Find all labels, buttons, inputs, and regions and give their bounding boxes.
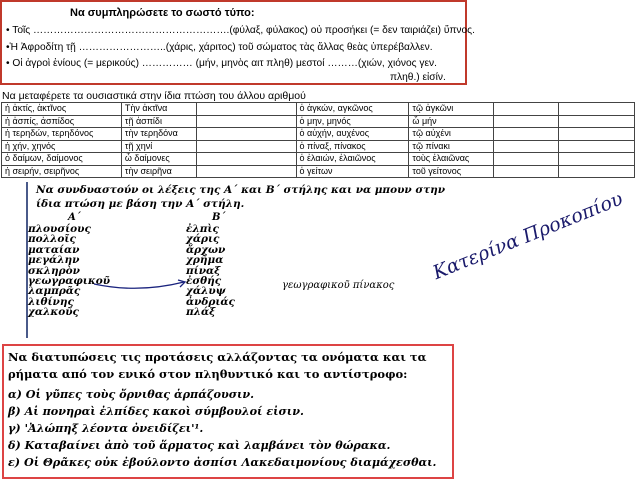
table-cell: [494, 103, 559, 116]
table-cell: ἡ ἀκτίς, ἀκτῖνος: [2, 103, 122, 116]
column-b-word: πλάξ: [186, 306, 216, 319]
match-arrow-icon: [92, 278, 192, 292]
column-a-label: Α΄: [68, 212, 81, 223]
table-cell: τῷ αὐχένι: [409, 128, 494, 141]
table-cell: [196, 115, 296, 128]
column-a-word: λιθίνης: [28, 295, 74, 308]
table-cell: ὁ γείτων: [296, 165, 409, 178]
table-cell: [494, 153, 559, 166]
table-cell: [196, 128, 296, 141]
column-a-word: σκληρὸν: [28, 264, 80, 277]
column-b-word: ἄρχων: [186, 243, 226, 256]
table-row: [2, 115, 635, 128]
table-cell: ὁ μην, μηνός: [296, 115, 409, 128]
column-a-word: μεγάλην: [28, 254, 80, 267]
table-cell: [559, 103, 635, 116]
transform-exercise-box: [2, 344, 454, 479]
table-cell: ὁ ἀγκών, αγκῶνος: [296, 103, 409, 116]
table-cell: τὴν σειρῆνα: [121, 165, 196, 178]
table-cell: [196, 103, 296, 116]
nouns-table: [1, 102, 635, 178]
sentence-c: γ) 'Ἀλώπηξ λέοντα ὀνειδίζει'¹.: [8, 421, 204, 435]
fill-in-line-2: •Ἡ Ἀφροδίτη τῇ ……………………..(χάρις, χάριτος) τοῦ σώματος τὰς ἄλλας θεὰς ὑπερέβαλλεν.: [6, 42, 433, 53]
table-cell: [559, 153, 635, 166]
column-b-word: χάλυψ: [186, 285, 226, 298]
table-cell: τῷ πίνακι: [409, 140, 494, 153]
table-cell: ὁ αὐχήν, αυχένος: [296, 128, 409, 141]
table-cell: Τὴν ἀκτῖνα: [121, 103, 196, 116]
table-cell: ἡ χήν, χηνός: [2, 140, 122, 153]
table-cell: [559, 115, 635, 128]
sentence-d: δ) Καταβαίνει ἀπὸ τοῦ ἅρματος καὶ λαμβάνει τὸν θώρακα.: [8, 438, 391, 452]
column-b-word: χρῆμα: [186, 254, 224, 267]
matching-exercise-scan: [24, 180, 446, 340]
table-row: [2, 153, 635, 166]
transfer-exercise-title: Να μεταφέρετε τα ουσιαστικά στην ίδια πτώση του άλλου αριθμού: [2, 90, 306, 102]
table-cell: ὦ δαίμονες: [121, 153, 196, 166]
table-cell: ἡ τερηδών, τερηδόνος: [2, 128, 122, 141]
table-cell: [196, 140, 296, 153]
column-a-word: ματαίαν: [28, 243, 80, 256]
table-cell: τῇ ἀσπίδι: [121, 115, 196, 128]
table-cell: [494, 128, 559, 141]
fill-in-exercise-box: [0, 0, 475, 85]
column-b-word: ἀνδριάς: [186, 295, 235, 308]
table-row: [2, 140, 635, 153]
column-a-word: πλουσίους: [28, 223, 91, 235]
column-a-list: [28, 224, 110, 318]
fill-in-line-3: • Οἱ ἀγροὶ ἐνίους (= μερικούς) …………… (μήν, μηνὸς αιτ πληθ) μεστοί ………(χιών, χιόνος γεν.: [6, 58, 437, 69]
fill-in-line-1: • Τοῖς ………………………………………………….(φύλαξ, φύλακος) οὐ προσήκει (= δεν ταιριάζει) ὕπνος.: [6, 25, 475, 36]
table-cell: τὴν τερηδόνα: [121, 128, 196, 141]
column-a-word: πολλοῖς: [28, 233, 76, 246]
table-cell: ὁ ἐλαιών, ἐλαιῶνος: [296, 153, 409, 166]
table-cell: [196, 165, 296, 178]
column-b-word: χάρις: [186, 233, 220, 246]
table-cell: ἡ ἀσπίς, ἀσπίδος: [2, 115, 122, 128]
table-row: [2, 165, 635, 178]
sentence-b: β) Αἱ πονηραὶ ἐλπίδες κακοὶ σύμβουλοί εἰσιν.: [8, 404, 304, 418]
fill-in-title: Να συμπληρώσετε το σωστό τύπο:: [70, 7, 255, 19]
column-a-word: χαλκοῦς: [28, 306, 79, 319]
matching-example: γεωγραφικοῦ πίνακος: [282, 280, 395, 291]
column-b-word: πίναξ: [186, 264, 221, 277]
table-row: [2, 103, 635, 116]
sentence-a: α) Οἱ γῦπες τοὺς ὄρνιθας ἁρπάζουσιν.: [8, 387, 255, 401]
column-b-label: Β΄: [212, 212, 226, 223]
table-cell: [559, 165, 635, 178]
transform-prompt-1: Να διατυπώσεις τις προτάσεις αλλάζοντας τα ονόματα και τα: [8, 350, 427, 364]
column-b-word: ἐσθής: [186, 275, 222, 288]
table-cell: [559, 128, 635, 141]
matching-instruction-1: Να συνδυαστούν οι λέξεις της Α΄ και Β΄ στήλης και να μπουν στην: [36, 184, 446, 196]
table-cell: [494, 115, 559, 128]
table-cell: τῇ χηνί: [121, 140, 196, 153]
table-cell: ἡ σειρήν, σειρῆνος: [2, 165, 122, 178]
table-cell: ὦ μήν: [409, 115, 494, 128]
matching-instruction-2: ίδια πτώση με βάση την Α΄ στήλη.: [36, 198, 245, 210]
table-cell: τοῦ γείτονος: [409, 165, 494, 178]
column-b-list: [186, 224, 235, 318]
column-a-word: γεωγραφικοῦ: [28, 275, 111, 288]
table-cell: [559, 140, 635, 153]
table-cell: [494, 140, 559, 153]
author-signature: Κατερίνα Προκοπίου: [429, 187, 627, 284]
table-cell: ὁ πίναξ, πίνακος: [296, 140, 409, 153]
table-cell: τῷ ἀγκῶνι: [409, 103, 494, 116]
table-cell: ὁ δαίμων, δαίμονος: [2, 153, 122, 166]
table-row: [2, 128, 635, 141]
transform-prompt-2: ρήματα από τον ενικό στον πληθυντικό και το αντίστροφο:: [8, 367, 408, 381]
table-cell: [196, 153, 296, 166]
table-cell: τοὺς ἐλαιῶνας: [409, 153, 494, 166]
column-a-word: λαμπρᾶς: [28, 285, 81, 298]
column-b-word: ἐλπὶς: [186, 223, 219, 235]
table-cell: [494, 165, 559, 178]
fill-in-line-4: πληθ.) εἰσίν.: [390, 72, 446, 83]
sentence-e: ε) Οἱ Θρᾶκες οὐκ ἐβούλοντο ἀσπίσι Λακεδαιμονίους διαμάχεσθαι.: [8, 455, 437, 469]
